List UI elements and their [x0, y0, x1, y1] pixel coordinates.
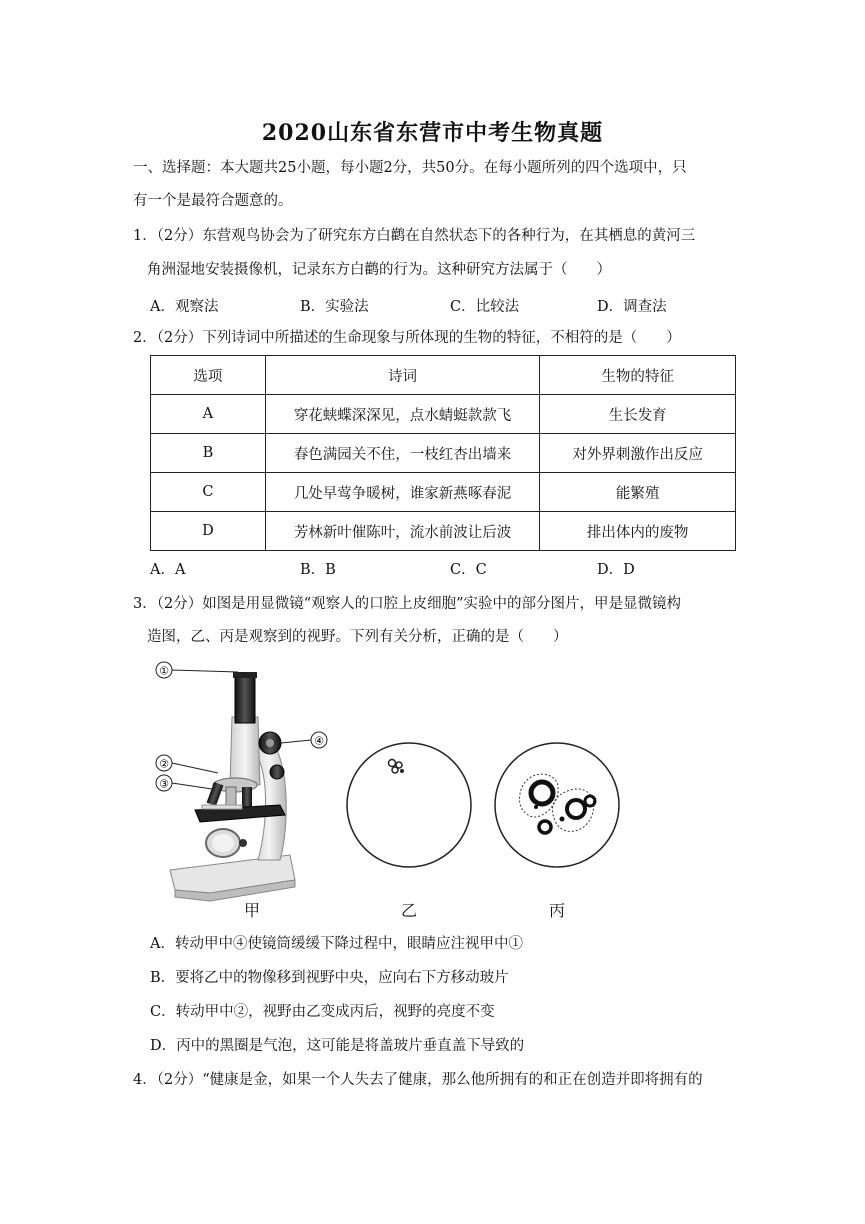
callout-2-label: ② [159, 757, 169, 771]
figure-label-bing: 丙 [549, 901, 566, 920]
microscope-figure [140, 655, 640, 920]
table-row [151, 395, 736, 434]
table-cell: 生长发育 [540, 395, 736, 434]
field-of-view-yi [347, 743, 471, 867]
table-header-cell: 诗词 [265, 356, 540, 395]
table-cell: 穿花蛱蝶深深见，点水蜻蜓款款飞 [265, 395, 540, 434]
figure-label-yi: 乙 [401, 901, 418, 920]
table-header-cell: 生物的特征 [540, 356, 736, 395]
field-of-view-bing [495, 743, 619, 867]
table-cell: 春色满园关不住，一枝红杏出墙来 [265, 434, 540, 473]
q3-option-c[interactable]: C．转动甲中②，视野由乙变成丙后，视野的亮度不变 [150, 1004, 495, 1020]
q3-option-d[interactable]: D．丙中的黑圈是气泡，这可能是将盖玻片垂直盖下导致的 [150, 1038, 525, 1054]
q3-option-a[interactable]: A．转动甲中④使镜筒缓缓下降过程中，眼睛应注视甲中① [150, 936, 523, 952]
table-header-row [151, 356, 736, 395]
q1-option-a[interactable]: A．观察法 [150, 299, 219, 315]
table-cell: C [151, 473, 266, 512]
callout-4-label: ④ [314, 734, 324, 748]
section-heading-line1: 一、选择题：本大题共25小题，每小题2分，共50分。在每小题所列的四个选项中，只 [133, 160, 687, 176]
q1-option-b[interactable]: B．实验法 [300, 299, 369, 315]
q3-stem-line1: 3．（2分）如图是用显微镜“观察人的口腔上皮细胞”实验中的部分图片，甲是显微镜构 [133, 596, 682, 612]
table-row [151, 434, 736, 473]
callout-3-label: ③ [159, 777, 169, 791]
table-cell: B [151, 434, 266, 473]
q3-option-b[interactable]: B．要将乙中的物像移到视野中央，应向右下方移动玻片 [150, 970, 509, 986]
q2-option-b[interactable]: B．B [300, 562, 336, 578]
table-cell: 芳林新叶催陈叶，流水前波让后波 [265, 512, 540, 551]
table-row [151, 512, 736, 551]
table-cell: 排出体内的废物 [540, 512, 736, 551]
table-cell: 对外界刺激作出反应 [540, 434, 736, 473]
callout-1-label: ① [159, 664, 169, 678]
q1-stem-line1: 1．（2分）东营观鸟协会为了研究东方白鹳在自然状态下的各种行为，在其栖息的黄河三 [133, 228, 696, 244]
q1-stem-line2: 角洲湿地安装摄像机，记录东方白鹳的行为。这种研究方法属于（ ） [147, 262, 611, 278]
table-cell: 几处早莺争暖树，谁家新燕啄春泥 [265, 473, 540, 512]
microscope-drawing [170, 672, 295, 901]
q2-option-d[interactable]: D．D [597, 562, 635, 578]
q2-stem: 2．（2分）下列诗词中所描述的生命现象与所体现的生物的特征，不相符的是（ ） [133, 330, 681, 346]
q1-option-c[interactable]: C．比较法 [450, 299, 520, 315]
table-cell: D [151, 512, 266, 551]
table-row [151, 473, 736, 512]
page-title: 2020山东省东营市中考生物真题 [261, 120, 604, 146]
q3-stem-line2: 造图，乙、丙是观察到的视野。下列有关分析，正确的是（ ） [147, 629, 568, 645]
q1-option-d[interactable]: D．调查法 [597, 299, 667, 315]
figure-label-jia: 甲 [244, 901, 261, 920]
table-header-cell: 选项 [151, 356, 266, 395]
q2-table [150, 355, 736, 551]
q2-option-c[interactable]: C．C [450, 562, 487, 578]
table-cell: A [151, 395, 266, 434]
q4-stem-line1: 4．（2分）“健康是金，如果一个人失去了健康，那么他所拥有的和正在创造并即将拥有的 [133, 1072, 703, 1088]
section-heading-line2: 有一个是最符合题意的。 [133, 193, 293, 209]
table-cell: 能繁殖 [540, 473, 736, 512]
q2-option-a[interactable]: A．A [150, 562, 186, 578]
